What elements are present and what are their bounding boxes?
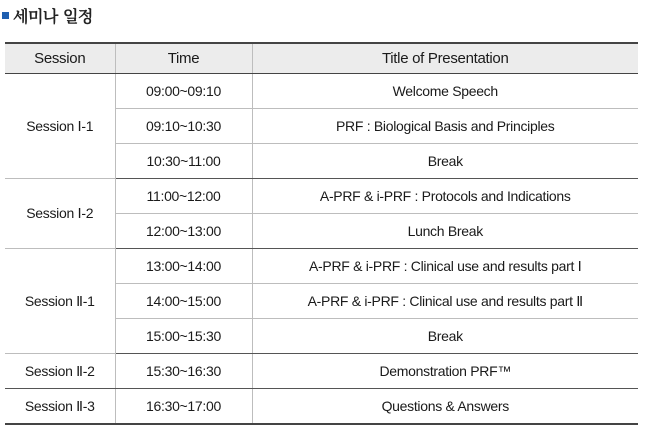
title-cell: Break xyxy=(252,319,638,354)
column-header-time: Time xyxy=(115,43,252,74)
column-header-title: Title of Presentation xyxy=(252,43,638,74)
session-cell: Session Ⅱ-2 xyxy=(5,354,115,389)
time-cell: 13:00~14:00 xyxy=(115,249,252,284)
time-cell: 15:00~15:30 xyxy=(115,319,252,354)
title-cell: Demonstration PRF™ xyxy=(252,354,638,389)
title-cell: A-PRF & i-PRF : Protocols and Indications xyxy=(252,179,638,214)
table-row xyxy=(5,354,638,389)
title-cell: Welcome Speech xyxy=(252,74,638,109)
time-cell: 16:30~17:00 xyxy=(115,389,252,425)
session-cell: Session Ⅰ-2 xyxy=(5,179,115,249)
title-cell: A-PRF & i-PRF : Clinical use and results part Ⅱ xyxy=(252,284,638,319)
table-row xyxy=(5,249,638,284)
title-cell: PRF : Biological Basis and Principles xyxy=(252,109,638,144)
column-header-session: Session xyxy=(5,43,115,74)
time-cell: 15:30~16:30 xyxy=(115,354,252,389)
section-heading xyxy=(2,3,93,27)
time-cell: 09:10~10:30 xyxy=(115,109,252,144)
time-cell: 11:00~12:00 xyxy=(115,179,252,214)
table-row xyxy=(5,74,638,109)
seminar-schedule-table xyxy=(5,42,638,425)
session-cell: Session Ⅰ-1 xyxy=(5,74,115,179)
time-cell: 14:00~15:00 xyxy=(115,284,252,319)
title-cell: Lunch Break xyxy=(252,214,638,249)
title-cell: A-PRF & i-PRF : Clinical use and results part Ⅰ xyxy=(252,249,638,284)
title-cell: Questions & Answers xyxy=(252,389,638,425)
title-cell: Break xyxy=(252,144,638,179)
section-title: 세미나 일정 xyxy=(13,6,93,26)
time-cell: 12:00~13:00 xyxy=(115,214,252,249)
table-row xyxy=(5,389,638,425)
table-row xyxy=(5,179,638,214)
square-bullet-icon xyxy=(2,12,9,19)
time-cell: 10:30~11:00 xyxy=(115,144,252,179)
session-cell: Session Ⅱ-1 xyxy=(5,249,115,354)
session-cell: Session Ⅱ-3 xyxy=(5,389,115,425)
time-cell: 09:00~09:10 xyxy=(115,74,252,109)
table-header-row xyxy=(5,43,638,74)
